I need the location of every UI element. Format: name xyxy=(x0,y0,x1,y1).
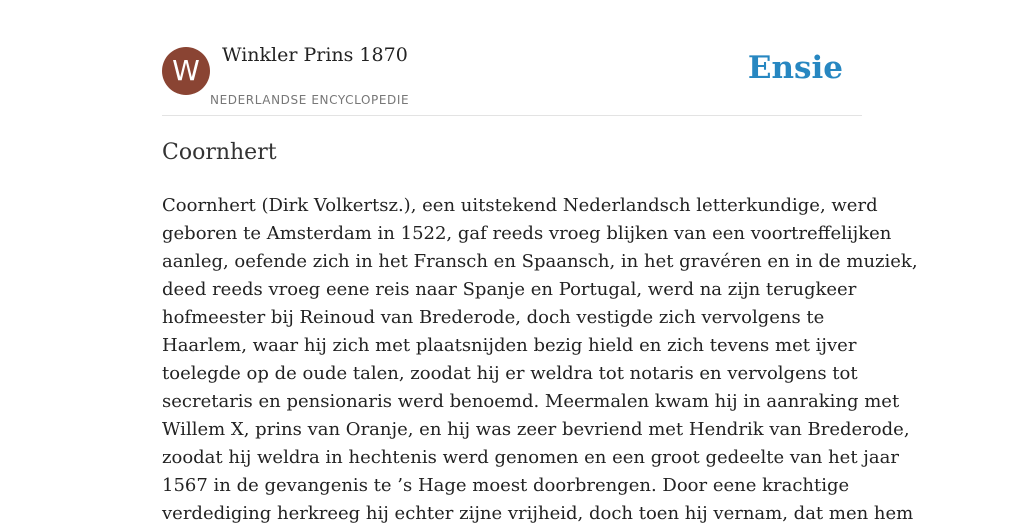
article-line: Haarlem, waar hij zich met plaatsnijden bezig hield en zich tevens met ijver xyxy=(162,335,857,356)
article-body xyxy=(162,192,918,528)
ensie-logo[interactable]: Ensie xyxy=(747,50,843,86)
source-title[interactable]: Winkler Prins 1870 xyxy=(222,44,408,66)
header xyxy=(162,0,862,116)
article-line: toelegde op de oude talen, zoodat hij er weldra tot notaris en vervolgens tot xyxy=(162,363,858,384)
article-line: geboren te Amsterdam in 1522, gaf reeds vroeg blijken van een voortreffelijken xyxy=(162,223,892,244)
source-avatar[interactable]: W xyxy=(162,47,210,95)
article-line: deed reeds vroeg eene reis naar Spanje en Portugal, werd na zijn terugkeer xyxy=(162,279,857,300)
article-line: aanleg, oefende zich in het Fransch en Spaansch, in het gravéren en in de muziek, xyxy=(162,251,918,272)
source-subtitle: NEDERLANDSE ENCYCLOPEDIE xyxy=(210,93,410,107)
article-line: verdediging herkreeg hij echter zijne vrijheid, doch toen hij vernam, dat men hem xyxy=(162,503,914,524)
article-line: secretaris en pensionaris werd benoemd. Meermalen kwam hij in aanraking met xyxy=(162,391,900,412)
article-line: Coornhert (Dirk Volkertsz.), een uitstekend Nederlandsch letterkundige, werd xyxy=(162,195,878,216)
article-line: hofmeester bij Reinoud van Brederode, doch vestigde zich vervolgens te xyxy=(162,307,825,328)
article-line: Willem X, prins van Oranje, en hij was zeer bevriend met Hendrik van Brederode, xyxy=(162,419,910,440)
article-line: zoodat hij weldra in hechtenis werd genomen en een groot gedeelte van het jaar xyxy=(162,447,899,468)
article-title: Coornhert xyxy=(162,140,277,165)
article-line: 1567 in de gevangenis te ’s Hage moest doorbrengen. Door eene krachtige xyxy=(162,475,850,496)
